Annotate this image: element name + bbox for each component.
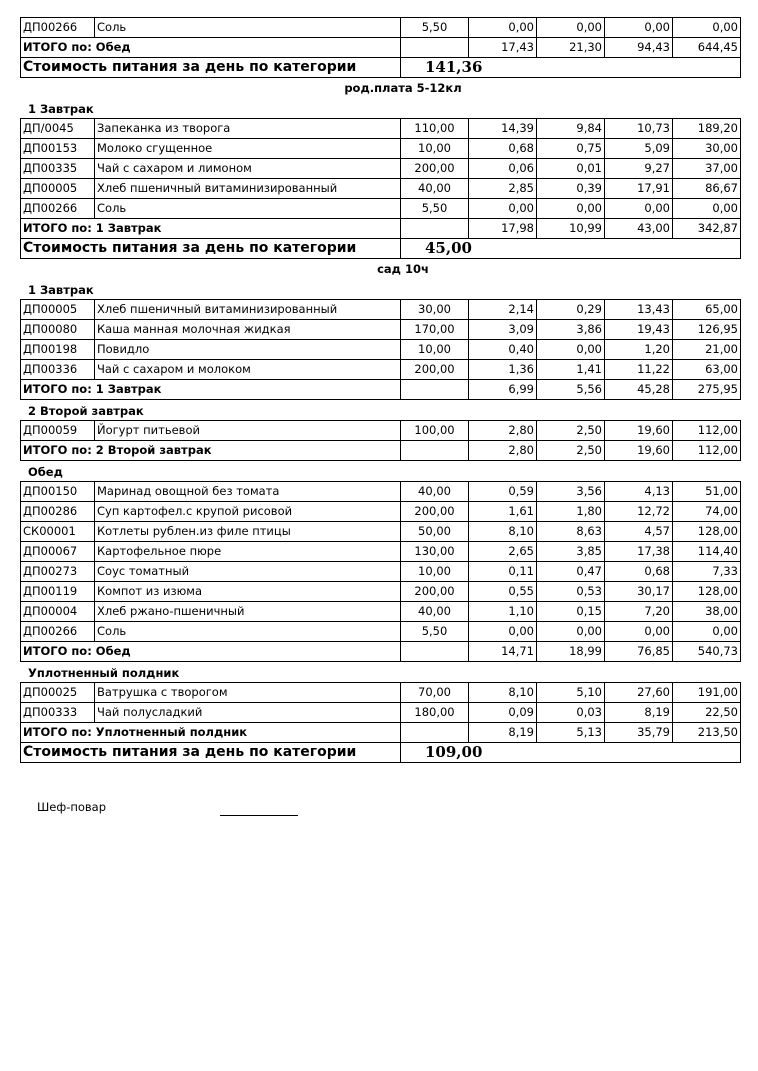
total-qty-empty bbox=[401, 38, 469, 58]
item-protein: 0,06 bbox=[469, 159, 537, 179]
item-protein: 0,00 bbox=[469, 199, 537, 219]
total-protein: 17,98 bbox=[469, 219, 537, 239]
total-kcal: 275,95 bbox=[673, 380, 741, 400]
item-code: СК00001 bbox=[21, 522, 95, 542]
item-qty: 30,00 bbox=[401, 300, 469, 320]
table-row bbox=[21, 360, 741, 380]
item-code: ДП00273 bbox=[21, 562, 95, 582]
total-fat: 18,99 bbox=[537, 642, 605, 662]
table-row bbox=[21, 602, 741, 622]
item-carbs: 30,17 bbox=[605, 582, 673, 602]
item-protein: 0,40 bbox=[469, 340, 537, 360]
total-carbs: 43,00 bbox=[605, 219, 673, 239]
item-protein: 2,14 bbox=[469, 300, 537, 320]
item-fat: 0,00 bbox=[537, 340, 605, 360]
item-qty: 10,00 bbox=[401, 340, 469, 360]
item-kcal: 112,00 bbox=[673, 421, 741, 441]
meal-total-row bbox=[21, 441, 741, 461]
item-name: Соль bbox=[95, 18, 401, 38]
item-fat: 2,50 bbox=[537, 421, 605, 441]
item-code: ДП00005 bbox=[21, 179, 95, 199]
total-qty-empty bbox=[401, 723, 469, 743]
item-name: Соль bbox=[95, 622, 401, 642]
item-carbs: 0,00 bbox=[605, 18, 673, 38]
item-qty: 5,50 bbox=[401, 199, 469, 219]
item-kcal: 38,00 bbox=[673, 602, 741, 622]
item-kcal: 114,40 bbox=[673, 542, 741, 562]
table-row bbox=[21, 320, 741, 340]
item-name: Картофельное пюре bbox=[95, 542, 401, 562]
category1-breakfast-table bbox=[20, 118, 741, 259]
item-carbs: 17,91 bbox=[605, 179, 673, 199]
total-fat: 21,30 bbox=[537, 38, 605, 58]
item-protein: 8,10 bbox=[469, 683, 537, 703]
item-code: ДП00004 bbox=[21, 602, 95, 622]
meal-title: 1 Завтрак bbox=[28, 283, 94, 297]
table-row bbox=[21, 139, 741, 159]
item-code: ДП00080 bbox=[21, 320, 95, 340]
total-qty-empty bbox=[401, 441, 469, 461]
table-row bbox=[21, 159, 741, 179]
item-name: Хлеб пшеничный витаминизированный bbox=[95, 179, 401, 199]
item-protein: 8,10 bbox=[469, 522, 537, 542]
meal-total-row bbox=[21, 723, 741, 743]
item-carbs: 0,00 bbox=[605, 199, 673, 219]
item-fat: 9,84 bbox=[537, 119, 605, 139]
item-name: Йогурт питьевой bbox=[95, 421, 401, 441]
meal-total-row bbox=[21, 380, 741, 400]
total-protein: 17,43 bbox=[469, 38, 537, 58]
item-qty: 5,50 bbox=[401, 622, 469, 642]
item-code: ДП00153 bbox=[21, 139, 95, 159]
total-protein: 14,71 bbox=[469, 642, 537, 662]
meal-total-row bbox=[21, 219, 741, 239]
item-qty: 5,50 bbox=[401, 18, 469, 38]
item-qty: 180,00 bbox=[401, 703, 469, 723]
item-fat: 0,29 bbox=[537, 300, 605, 320]
item-fat: 0,53 bbox=[537, 582, 605, 602]
item-code: ДП00336 bbox=[21, 360, 95, 380]
total-kcal: 540,73 bbox=[673, 642, 741, 662]
item-carbs: 8,19 bbox=[605, 703, 673, 723]
item-fat: 0,75 bbox=[537, 139, 605, 159]
item-kcal: 74,00 bbox=[673, 502, 741, 522]
item-kcal: 0,00 bbox=[673, 199, 741, 219]
item-name: Хлеб ржано-пшеничный bbox=[95, 602, 401, 622]
item-name: Чай с сахаром и молоком bbox=[95, 360, 401, 380]
item-qty: 10,00 bbox=[401, 139, 469, 159]
item-protein: 0,00 bbox=[469, 622, 537, 642]
item-carbs: 11,22 bbox=[605, 360, 673, 380]
item-carbs: 19,60 bbox=[605, 421, 673, 441]
table-row bbox=[21, 542, 741, 562]
total-carbs: 76,85 bbox=[605, 642, 673, 662]
item-fat: 3,56 bbox=[537, 482, 605, 502]
total-protein: 6,99 bbox=[469, 380, 537, 400]
item-name: Чай полусладкий bbox=[95, 703, 401, 723]
item-name: Повидло bbox=[95, 340, 401, 360]
item-protein: 1,36 bbox=[469, 360, 537, 380]
category2-snack-table bbox=[20, 682, 741, 763]
total-label: ИТОГО по: Обед bbox=[21, 38, 401, 58]
chef-signature-label: Шеф-повар bbox=[37, 800, 107, 814]
table-row bbox=[21, 421, 741, 441]
category2-second-breakfast-table bbox=[20, 420, 741, 461]
item-fat: 0,15 bbox=[537, 602, 605, 622]
total-protein: 8,19 bbox=[469, 723, 537, 743]
item-name: Чай с сахаром и лимоном bbox=[95, 159, 401, 179]
cost-value: 109,00 bbox=[401, 743, 741, 763]
lunch-continuation-table bbox=[20, 17, 741, 78]
total-label: ИТОГО по: Уплотненный полдник bbox=[21, 723, 401, 743]
item-qty: 10,00 bbox=[401, 562, 469, 582]
item-kcal: 37,00 bbox=[673, 159, 741, 179]
item-code: ДП00025 bbox=[21, 683, 95, 703]
table-row bbox=[21, 522, 741, 542]
item-qty: 70,00 bbox=[401, 683, 469, 703]
item-carbs: 10,73 bbox=[605, 119, 673, 139]
item-code: ДП00198 bbox=[21, 340, 95, 360]
total-protein: 2,80 bbox=[469, 441, 537, 461]
table-row bbox=[21, 300, 741, 320]
item-fat: 1,41 bbox=[537, 360, 605, 380]
category-title: род.плата 5-12кл bbox=[344, 81, 462, 95]
item-carbs: 1,20 bbox=[605, 340, 673, 360]
table-row bbox=[21, 622, 741, 642]
item-code: ДП00286 bbox=[21, 502, 95, 522]
item-name: Соль bbox=[95, 199, 401, 219]
item-carbs: 4,57 bbox=[605, 522, 673, 542]
total-label: ИТОГО по: 1 Завтрак bbox=[21, 219, 401, 239]
cost-label: Стоимость питания за день по категории bbox=[21, 58, 401, 78]
table-row bbox=[21, 179, 741, 199]
cost-value: 141,36 bbox=[401, 58, 741, 78]
item-kcal: 191,00 bbox=[673, 683, 741, 703]
item-carbs: 27,60 bbox=[605, 683, 673, 703]
total-kcal: 213,50 bbox=[673, 723, 741, 743]
item-carbs: 13,43 bbox=[605, 300, 673, 320]
item-protein: 1,10 bbox=[469, 602, 537, 622]
item-name: Запеканка из творога bbox=[95, 119, 401, 139]
item-protein: 0,11 bbox=[469, 562, 537, 582]
item-fat: 5,10 bbox=[537, 683, 605, 703]
menu-document bbox=[20, 17, 741, 763]
item-name: Соус томатный bbox=[95, 562, 401, 582]
cost-value: 45,00 bbox=[401, 239, 741, 259]
item-fat: 3,86 bbox=[537, 320, 605, 340]
item-qty: 40,00 bbox=[401, 482, 469, 502]
item-protein: 0,09 bbox=[469, 703, 537, 723]
item-kcal: 63,00 bbox=[673, 360, 741, 380]
table-row bbox=[21, 199, 741, 219]
item-qty: 130,00 bbox=[401, 542, 469, 562]
item-fat: 0,00 bbox=[537, 622, 605, 642]
item-name: Хлеб пшеничный витаминизированный bbox=[95, 300, 401, 320]
item-kcal: 0,00 bbox=[673, 18, 741, 38]
item-qty: 50,00 bbox=[401, 522, 469, 542]
category2-breakfast-table bbox=[20, 299, 741, 400]
meal-total-row bbox=[21, 38, 741, 58]
item-carbs: 9,27 bbox=[605, 159, 673, 179]
meal-title: Уплотненный полдник bbox=[28, 666, 180, 680]
item-carbs: 0,68 bbox=[605, 562, 673, 582]
item-protein: 14,39 bbox=[469, 119, 537, 139]
item-fat: 0,47 bbox=[537, 562, 605, 582]
item-carbs: 5,09 bbox=[605, 139, 673, 159]
item-code: ДП00119 bbox=[21, 582, 95, 602]
item-protein: 0,59 bbox=[469, 482, 537, 502]
item-qty: 40,00 bbox=[401, 179, 469, 199]
table-row bbox=[21, 482, 741, 502]
item-protein: 2,80 bbox=[469, 421, 537, 441]
table-row bbox=[21, 582, 741, 602]
item-name: Суп картофел.с крупой рисовой bbox=[95, 502, 401, 522]
item-fat: 0,01 bbox=[537, 159, 605, 179]
item-name: Компот из изюма bbox=[95, 582, 401, 602]
table-row bbox=[21, 18, 741, 38]
item-fat: 0,00 bbox=[537, 199, 605, 219]
daily-cost-row bbox=[21, 743, 741, 763]
item-qty: 110,00 bbox=[401, 119, 469, 139]
meal-title: 1 Завтрак bbox=[28, 102, 94, 116]
item-kcal: 21,00 bbox=[673, 340, 741, 360]
item-protein: 0,68 bbox=[469, 139, 537, 159]
total-qty-empty bbox=[401, 219, 469, 239]
item-qty: 200,00 bbox=[401, 582, 469, 602]
item-kcal: 7,33 bbox=[673, 562, 741, 582]
item-fat: 0,39 bbox=[537, 179, 605, 199]
item-carbs: 4,13 bbox=[605, 482, 673, 502]
item-fat: 1,80 bbox=[537, 502, 605, 522]
item-kcal: 189,20 bbox=[673, 119, 741, 139]
table-row bbox=[21, 703, 741, 723]
item-protein: 1,61 bbox=[469, 502, 537, 522]
item-name: Котлеты рублен.из филе птицы bbox=[95, 522, 401, 542]
total-label: ИТОГО по: Обед bbox=[21, 642, 401, 662]
total-fat: 5,13 bbox=[537, 723, 605, 743]
item-qty: 170,00 bbox=[401, 320, 469, 340]
total-label: ИТОГО по: 1 Завтрак bbox=[21, 380, 401, 400]
item-name: Молоко сгущенное bbox=[95, 139, 401, 159]
item-code: ДП00150 bbox=[21, 482, 95, 502]
item-code: ДП00266 bbox=[21, 18, 95, 38]
item-kcal: 126,95 bbox=[673, 320, 741, 340]
item-protein: 0,00 bbox=[469, 18, 537, 38]
cost-label: Стоимость питания за день по категории bbox=[21, 239, 401, 259]
total-kcal: 342,87 bbox=[673, 219, 741, 239]
item-carbs: 0,00 bbox=[605, 622, 673, 642]
item-kcal: 0,00 bbox=[673, 622, 741, 642]
item-qty: 40,00 bbox=[401, 602, 469, 622]
item-code: ДП00335 bbox=[21, 159, 95, 179]
item-code: ДП00067 bbox=[21, 542, 95, 562]
item-protein: 2,65 bbox=[469, 542, 537, 562]
item-protein: 2,85 bbox=[469, 179, 537, 199]
item-code: ДП00266 bbox=[21, 622, 95, 642]
item-code: ДП00266 bbox=[21, 199, 95, 219]
item-carbs: 17,38 bbox=[605, 542, 673, 562]
total-fat: 10,99 bbox=[537, 219, 605, 239]
item-kcal: 128,00 bbox=[673, 522, 741, 542]
item-protein: 0,55 bbox=[469, 582, 537, 602]
category2-lunch-table bbox=[20, 481, 741, 662]
table-row bbox=[21, 562, 741, 582]
total-qty-empty bbox=[401, 642, 469, 662]
signature-line bbox=[220, 815, 298, 816]
total-kcal: 112,00 bbox=[673, 441, 741, 461]
daily-cost-row bbox=[21, 58, 741, 78]
item-kcal: 22,50 bbox=[673, 703, 741, 723]
item-code: ДП00333 bbox=[21, 703, 95, 723]
item-kcal: 30,00 bbox=[673, 139, 741, 159]
item-code: ДП00005 bbox=[21, 300, 95, 320]
item-kcal: 86,67 bbox=[673, 179, 741, 199]
total-label: ИТОГО по: 2 Второй завтрак bbox=[21, 441, 401, 461]
table-row bbox=[21, 119, 741, 139]
total-carbs: 94,43 bbox=[605, 38, 673, 58]
meal-title: 2 Второй завтрак bbox=[28, 404, 144, 418]
total-carbs: 19,60 bbox=[605, 441, 673, 461]
item-carbs: 7,20 bbox=[605, 602, 673, 622]
item-protein: 3,09 bbox=[469, 320, 537, 340]
item-fat: 3,85 bbox=[537, 542, 605, 562]
total-fat: 2,50 bbox=[537, 441, 605, 461]
table-row bbox=[21, 502, 741, 522]
item-kcal: 65,00 bbox=[673, 300, 741, 320]
item-qty: 200,00 bbox=[401, 360, 469, 380]
meal-title: Обед bbox=[28, 465, 63, 479]
item-carbs: 19,43 bbox=[605, 320, 673, 340]
table-row bbox=[21, 340, 741, 360]
item-name: Маринад овощной без томата bbox=[95, 482, 401, 502]
daily-cost-row bbox=[21, 239, 741, 259]
item-code: ДП00059 bbox=[21, 421, 95, 441]
meal-total-row bbox=[21, 642, 741, 662]
table-row bbox=[21, 683, 741, 703]
item-fat: 0,00 bbox=[537, 18, 605, 38]
cost-label: Стоимость питания за день по категории bbox=[21, 743, 401, 763]
item-qty: 200,00 bbox=[401, 502, 469, 522]
item-kcal: 51,00 bbox=[673, 482, 741, 502]
total-carbs: 35,79 bbox=[605, 723, 673, 743]
total-qty-empty bbox=[401, 380, 469, 400]
item-fat: 8,63 bbox=[537, 522, 605, 542]
category-title: сад 10ч bbox=[377, 262, 429, 276]
total-carbs: 45,28 bbox=[605, 380, 673, 400]
item-qty: 200,00 bbox=[401, 159, 469, 179]
total-fat: 5,56 bbox=[537, 380, 605, 400]
item-kcal: 128,00 bbox=[673, 582, 741, 602]
item-name: Ватрушка с творогом bbox=[95, 683, 401, 703]
item-carbs: 12,72 bbox=[605, 502, 673, 522]
item-fat: 0,03 bbox=[537, 703, 605, 723]
item-name: Каша манная молочная жидкая bbox=[95, 320, 401, 340]
item-code: ДП/0045 bbox=[21, 119, 95, 139]
total-kcal: 644,45 bbox=[673, 38, 741, 58]
item-qty: 100,00 bbox=[401, 421, 469, 441]
